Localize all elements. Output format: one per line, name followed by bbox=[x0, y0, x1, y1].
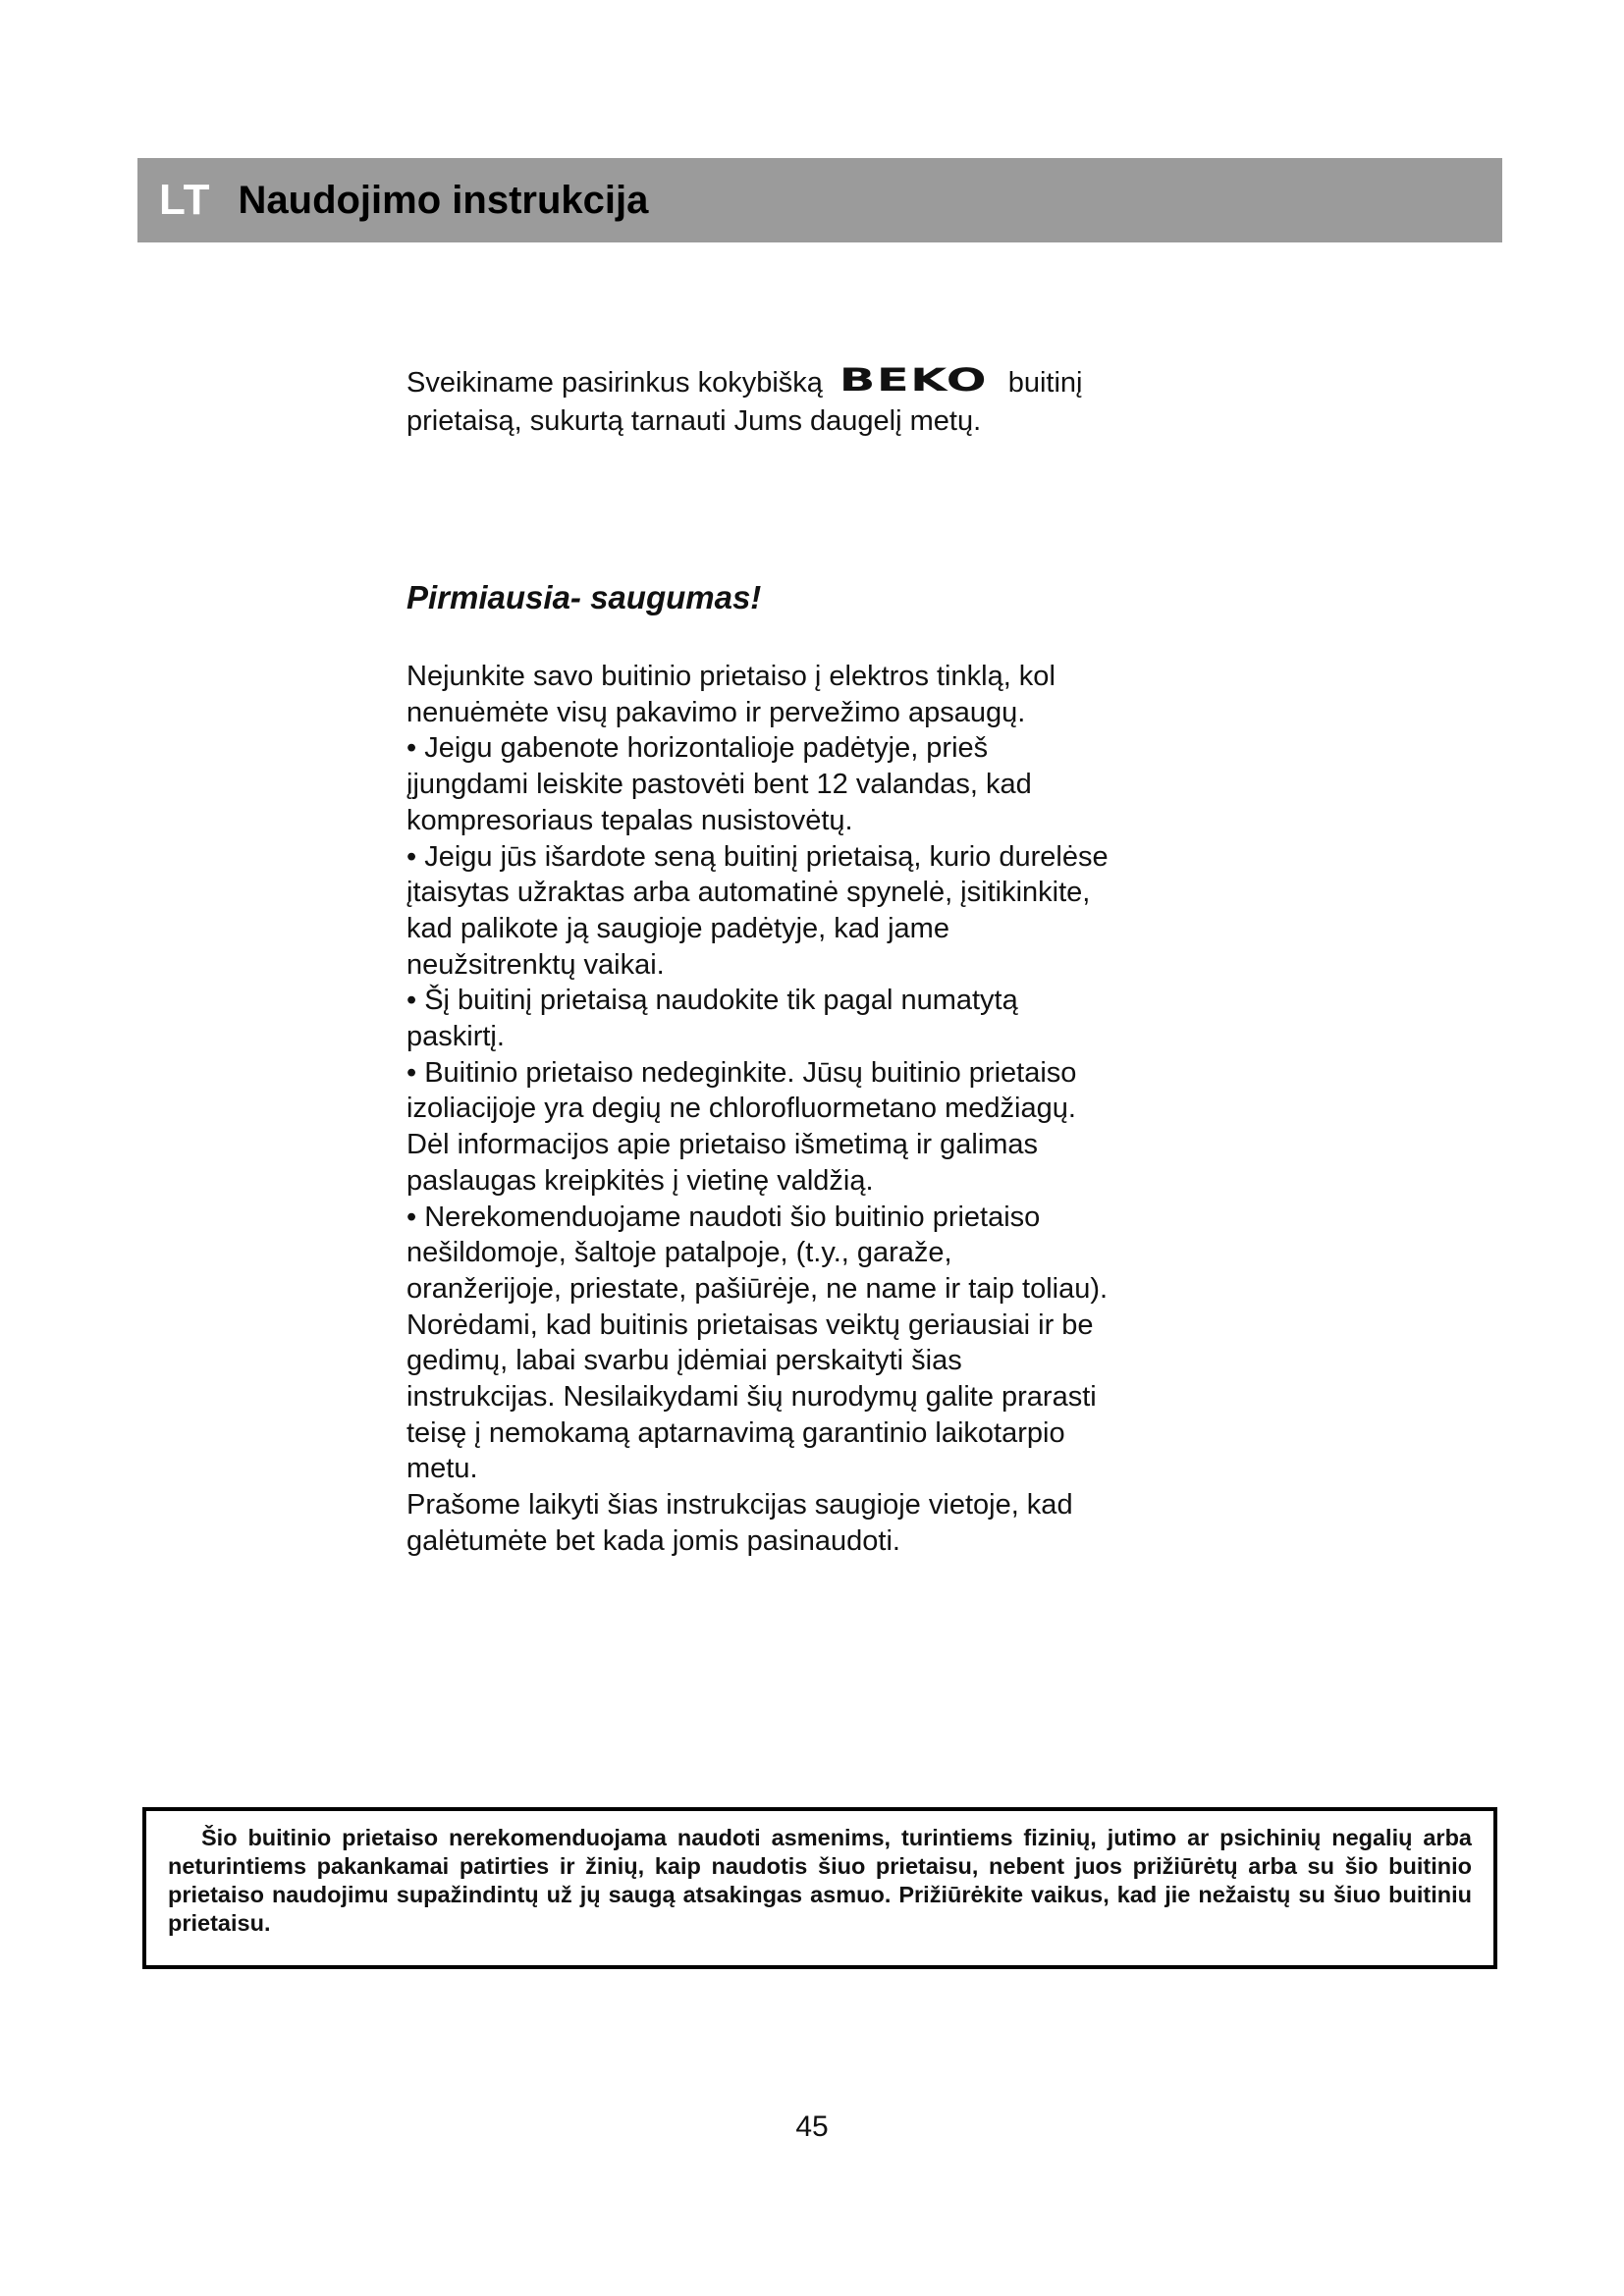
intro-paragraph bbox=[406, 361, 1231, 441]
body-line: Prašome laikyti šias instrukcijas saugioje vietoje, kad bbox=[406, 1489, 1073, 1522]
intro-text-before-logo: Sveikiname pasirinkus kokybišką bbox=[406, 367, 823, 399]
header-bar bbox=[137, 158, 1502, 242]
body-line: galėtumėte bet kada jomis pasinaudoti. bbox=[406, 1524, 900, 1557]
body-line: įjungdami leiskite pastovėti bent 12 valandas, kad bbox=[406, 769, 1032, 801]
page-title: Naudojimo instrukcija bbox=[238, 178, 649, 222]
body-line: oranžerijoje, priestate, pašiūrėje, ne name ir taip toliau). bbox=[406, 1272, 1109, 1305]
body-line: teisę į nemokamą aptarnavimą garantinio laikotarpio bbox=[406, 1416, 1065, 1449]
body-line: instrukcijas. Nesilaikydami šių nurodymų galite prarasti bbox=[406, 1381, 1097, 1414]
body-line: metu. bbox=[406, 1453, 478, 1485]
warning-notice-box: Šio buitinio prietaiso nerekomenduojama naudoti asmenims, turintiems fizinių, jutimo ar psichinių negalių arba neturintiems pakankamai patirties ir žinių, kaip naudotis šiuo prietaisu, nebent juos prižiūrėtų arba su šio buitinio prietaiso naudojimu supažindintų už jų saugą atsakingas asmuo. Prižiūrėkite vaikus, kad jie nežaistų su šiuo buitiniu prietaisu. bbox=[142, 1807, 1497, 1969]
body-line: paskirtį. bbox=[406, 1021, 505, 1053]
section-title: Pirmiausia- saugumas! bbox=[406, 579, 762, 615]
body-line: • Buitinio prietaiso nedeginkite. Jūsų buitinio prietaiso bbox=[406, 1056, 1077, 1089]
body-line: • Jeigu gabenote horizontalioje padėtyje, prieš bbox=[406, 732, 989, 765]
body-line: nenuėmėte visų pakavimo ir pervežimo apsaugų. bbox=[406, 696, 1026, 728]
body-line: nešildomoje, šaltoje patalpoje, (t.y., garaže, bbox=[406, 1237, 952, 1269]
intro-line-1 bbox=[406, 361, 1231, 402]
body-line: Dėl informacijos apie prietaiso išmetimą ir galimas bbox=[406, 1129, 1039, 1161]
body-line: • Jeigu jūs išardote seną buitinį prietaisą, kurio durelėse bbox=[406, 840, 1109, 873]
beko-logo: BEKO bbox=[839, 361, 988, 399]
body-line: neužsitrenktų vaikai. bbox=[406, 948, 665, 981]
body-line: • Šį buitinį prietaisą naudokite tik pagal numatytą bbox=[406, 985, 1018, 1017]
intro-text-after-logo: buitinį bbox=[1007, 367, 1083, 399]
body-line: izoliacijoje yra degių ne chlorofluormetano medžiagų. bbox=[406, 1093, 1076, 1125]
body-line: Nejunkite savo buitinio prietaiso į elektros tinklą, kol bbox=[406, 661, 1056, 692]
intro-line-2: prietaisą, sukurtą tarnauti Jums daugelį metų. bbox=[406, 405, 982, 437]
page-number: 45 bbox=[795, 2110, 829, 2143]
safety-text bbox=[406, 659, 1221, 1560]
body-line: Norėdami, kad buitinis prietaisas veiktų geriausiai ir be bbox=[406, 1308, 1094, 1341]
body-line: paslaugas kreipkitės į vietinę valdžią. bbox=[406, 1164, 874, 1197]
body-line: įtaisytas užraktas arba automatinė spynelė, įsitikinkite, bbox=[406, 877, 1091, 909]
language-code: LT bbox=[159, 176, 211, 224]
body-line: kad palikote ją saugioje padėtyje, kad jame bbox=[406, 912, 949, 944]
body-line: • Nerekomenduojame naudoti šio buitinio prietaiso bbox=[406, 1201, 1041, 1233]
body-line: kompresoriaus tepalas nusistovėtų. bbox=[406, 804, 853, 836]
body-line: gedimų, labai svarbu įdėmiai perskaityti šias bbox=[406, 1345, 962, 1377]
